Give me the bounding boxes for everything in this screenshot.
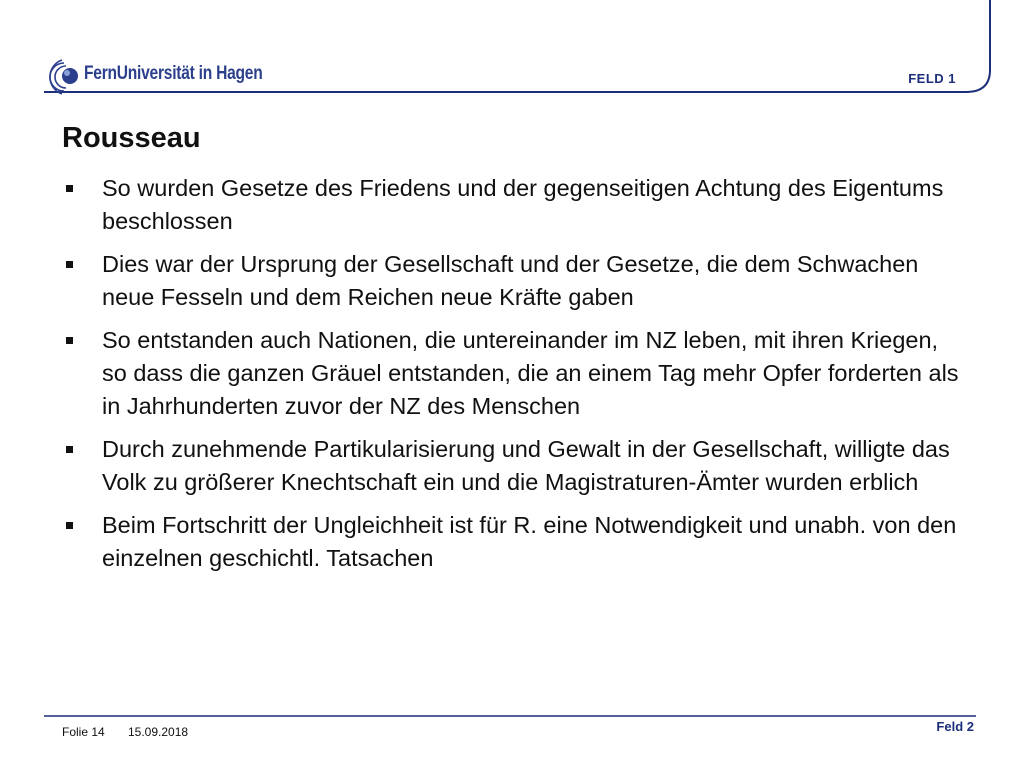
header-field-label: FELD 1 (908, 71, 956, 86)
bullet-item (62, 172, 962, 238)
footer-field-label: Feld 2 (936, 719, 974, 734)
bullet-item (62, 509, 962, 575)
footer-slide-number: Folie 14 (62, 725, 105, 739)
bullet-item (62, 324, 962, 423)
square-bullet-icon (66, 446, 73, 453)
bullet-item (62, 248, 962, 314)
square-bullet-icon (66, 261, 73, 268)
bullet-list (62, 172, 962, 585)
bullet-text: Durch zunehmende Partikularisierung und Gewalt in der Gesellschaft, willigte das Volk zu größerer Knechtschaft ein und die Magistraturen-Ämter wurden erblich (102, 436, 950, 495)
bullet-text: So entstanden auch Nationen, die untereinander im NZ leben, mit ihren Kriegen, so dass die ganzen Gräuel entstanden, die an einem Tag mehr Opfer forderten als in Jahrhunderten zuvor der NZ des Menschen (102, 327, 959, 419)
square-bullet-icon (66, 522, 73, 529)
footer-date: 15.09.2018 (128, 725, 189, 739)
bullet-text: So wurden Gesetze des Friedens und der gegenseitigen Achtung des Eigentums beschlossen (102, 175, 944, 234)
square-bullet-icon (66, 337, 73, 344)
bullet-text: Dies war der Ursprung der Gesellschaft und der Gesetze, die dem Schwachen neue Fesseln und dem Reichen neue Kräfte gaben (102, 251, 919, 310)
logo-wordmark: FernUniversität in Hagen (84, 63, 263, 84)
bullet-item (62, 433, 962, 499)
square-bullet-icon (66, 185, 73, 192)
slide-title: Rousseau (62, 122, 201, 154)
bullet-text: Beim Fortschritt der Ungleichheit ist für R. eine Notwendigkeit und unabh. von den einzelnen geschichtl. Tatsachen (102, 512, 957, 571)
